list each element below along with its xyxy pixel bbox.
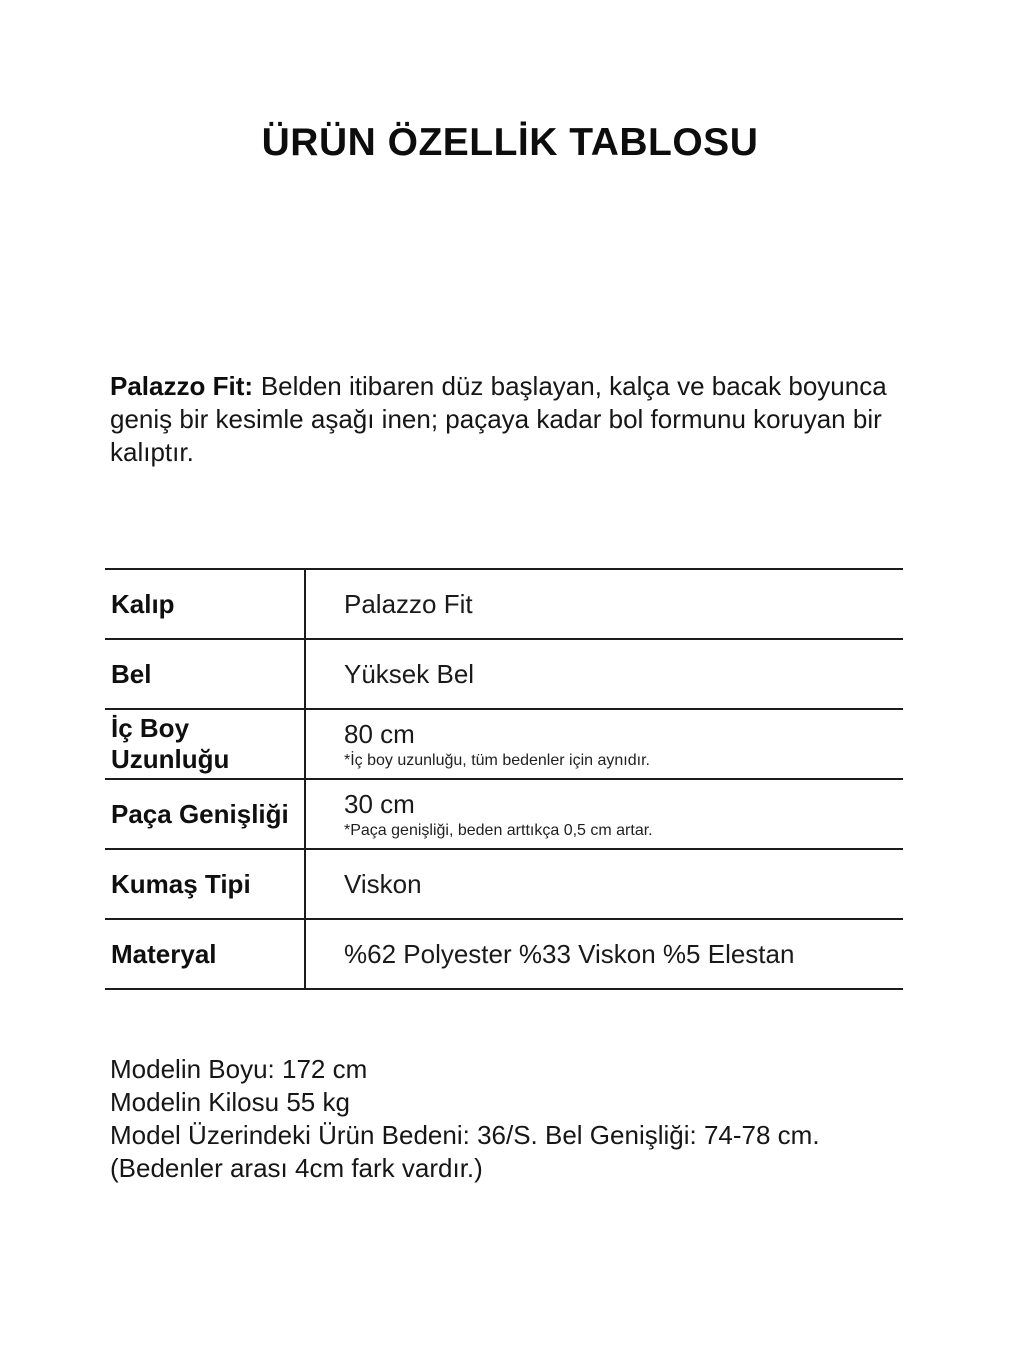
row-note: *İç boy uzunluğu, tüm bedenler için aynıdır. xyxy=(344,751,650,769)
row-value-cell xyxy=(306,850,903,918)
page-title: ÜRÜN ÖZELLİK TABLOSU xyxy=(261,121,759,165)
row-label: Kalıp xyxy=(105,570,306,638)
fit-description-lead: Palazzo Fit: xyxy=(110,371,254,401)
table-row-paca-genisligi xyxy=(105,780,903,850)
row-value: %62 Polyester %33 Viskon %5 Elestan xyxy=(344,939,795,969)
model-info-line: Modelin Boyu: 172 cm xyxy=(110,1054,368,1084)
table-row-bel xyxy=(105,640,903,710)
fit-description xyxy=(110,370,910,469)
row-label: Bel xyxy=(105,640,306,708)
row-value-cell xyxy=(306,710,903,778)
row-note: *Paça genişliği, beden arttıkça 0,5 cm artar. xyxy=(344,821,653,839)
row-value-cell xyxy=(306,780,903,848)
row-value-cell xyxy=(306,640,903,708)
row-label: Paça Genişliği xyxy=(105,780,306,848)
model-info-line: Model Üzerindeki Ürün Bedeni: 36/S. Bel Genişliği: 74-78 cm. (Bedenler arası 4cm fark vardır.) xyxy=(110,1120,820,1183)
model-info-line: Modelin Kilosu 55 kg xyxy=(110,1087,350,1117)
row-value: 80 cm xyxy=(344,718,415,749)
row-value: Yüksek Bel xyxy=(344,659,475,689)
row-value-cell xyxy=(306,570,903,638)
fit-description-text: Belden itibaren düz başlayan, kalça ve bacak boyunca geniş bir kesimle aşağı inen; paçaya kadar bol formunu koruyan bir kalıptır. xyxy=(110,371,887,467)
row-value: Viskon xyxy=(344,869,422,899)
table-row-kumas-tipi xyxy=(105,850,903,920)
row-value-cell xyxy=(306,920,903,988)
row-label: Kumaş Tipi xyxy=(105,850,306,918)
row-label: Materyal xyxy=(105,920,306,988)
row-label: İç Boy Uzunluğu xyxy=(105,710,306,778)
table-row-materyal xyxy=(105,920,903,990)
table-row-ic-boy-uzunlugu xyxy=(105,710,903,780)
model-info xyxy=(110,1053,922,1185)
row-value: 30 cm xyxy=(344,788,415,819)
row-value: Palazzo Fit xyxy=(344,589,473,619)
table-row-kalip xyxy=(105,570,903,640)
spec-table xyxy=(105,568,903,990)
